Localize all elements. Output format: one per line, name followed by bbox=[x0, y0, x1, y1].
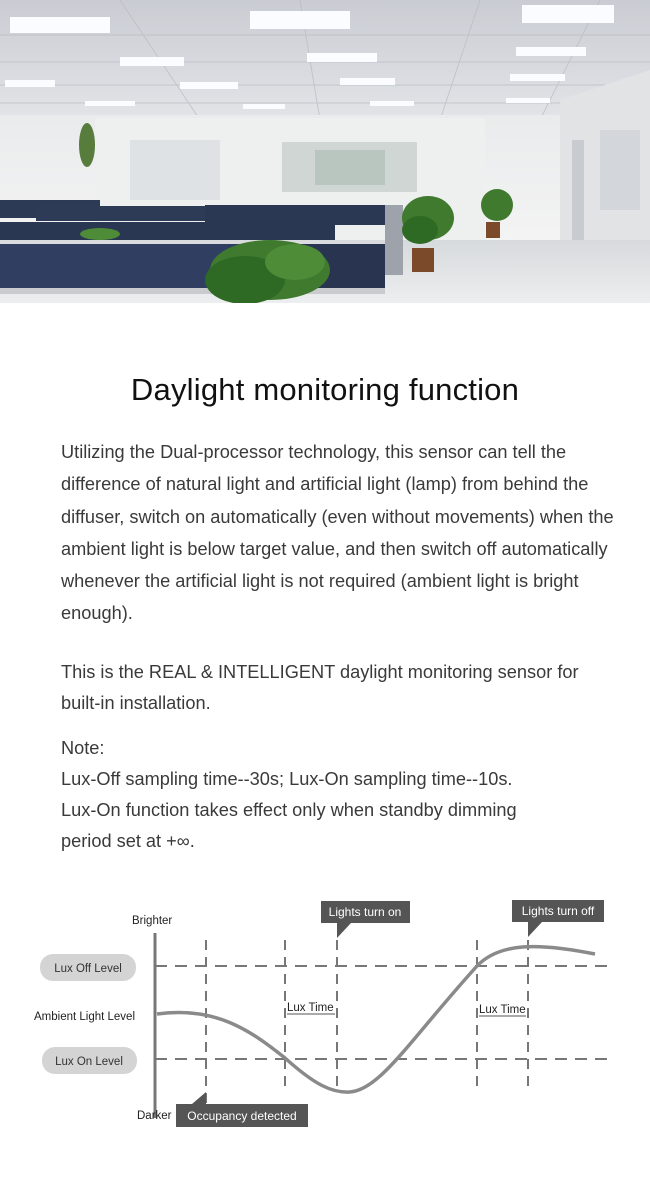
office-photo bbox=[0, 0, 650, 303]
daylight-diagram bbox=[0, 880, 650, 1150]
note-line-lux-on-2: period set at +∞. bbox=[61, 831, 195, 851]
installation-paragraph: This is the REAL & INTELLIGENT daylight monitoring sensor for built-in installation. bbox=[61, 662, 579, 713]
lights-on-label: Lights turn on bbox=[328, 905, 402, 919]
office-interior-illustration bbox=[0, 0, 650, 303]
page-title: Daylight monitoring function bbox=[130, 372, 520, 407]
darker-label: Darker bbox=[137, 1110, 172, 1122]
note-line-lux-on-1: Lux-On function takes effect only when standby dimming bbox=[61, 800, 517, 820]
occupancy-detected-label: Occupancy detected bbox=[187, 1109, 297, 1123]
lux-on-level-label: Lux On Level bbox=[55, 1056, 123, 1068]
lux-time-label-1: Lux Time bbox=[287, 1002, 334, 1014]
brighter-label: Brighter bbox=[132, 915, 173, 927]
lux-time-label-2: Lux Time bbox=[479, 1004, 526, 1016]
note-label: Note: bbox=[61, 738, 105, 758]
daylight-diagram-svg bbox=[0, 880, 650, 1150]
note-line-sampling: Lux-Off sampling time--30s; Lux-On sampling time--10s. bbox=[61, 769, 513, 789]
ambient-light-level-label: Ambient Light Level bbox=[34, 1011, 136, 1023]
note-block bbox=[61, 733, 621, 857]
description-paragraph: Utilizing the Dual-processor technology, this sensor can tell the difference of natural light and artificial light (lamp) from behind the diffuser, switch on automatically (even without movements) when the ambient light is below target value, and then switch off automatically whenever the artificial light is not required (ambient light is bright enough). bbox=[61, 442, 614, 624]
lights-off-label: Lights turn off bbox=[521, 904, 595, 918]
ambient-light-curve bbox=[157, 947, 595, 1093]
lux-off-level-label: Lux Off Level bbox=[54, 963, 122, 975]
